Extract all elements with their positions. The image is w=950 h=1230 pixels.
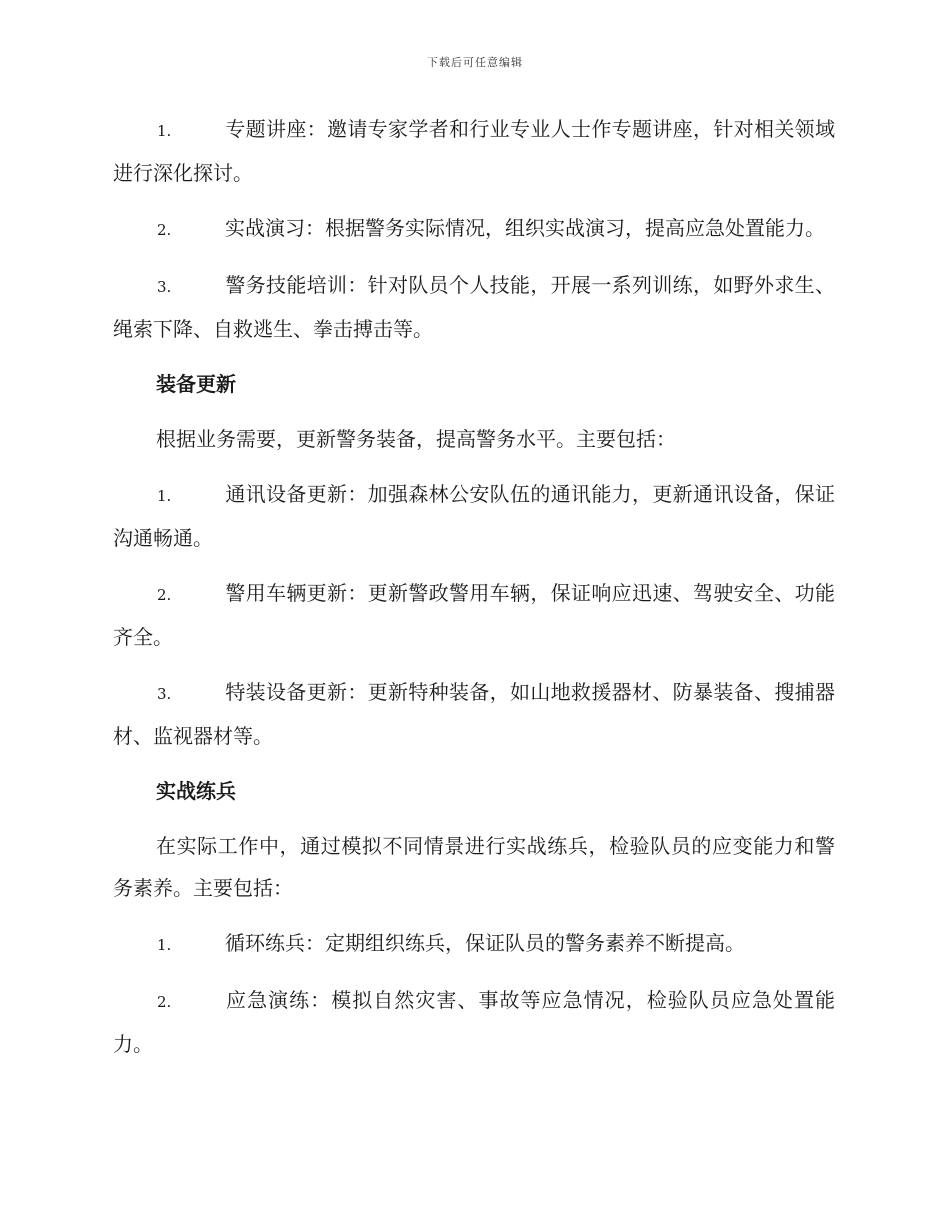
item-number: 1. [157, 487, 172, 505]
page-header: 下载后可任意编辑 [427, 56, 523, 69]
item-text: 实战演习：根据警务实际情况，组织实战演习，提高应急处置能力。 [225, 216, 825, 240]
item-text: 循环练兵：定期组织练兵，保证队员的警务素养不断提高。 [225, 931, 745, 955]
item-number: 1. [157, 936, 172, 954]
item-number: 1. [157, 122, 172, 140]
item-number: 2. [157, 586, 172, 604]
section-intro-equipment: 根据业务需要，更新警务装备，提高警务水平。主要包括： [156, 427, 676, 451]
item-number: 3. [157, 685, 172, 703]
item-text: 警务技能培训：针对队员个人技能，开展一系列训练，如野外求生、绳索下降、自救逃生、拳击搏击等。 [113, 273, 835, 341]
section-heading-drill: 实战练兵 [156, 779, 236, 803]
list-item [113, 473, 835, 559]
item-text: 通讯设备更新：加强森林公安队伍的通讯能力，更新通讯设备，保证沟通畅通。 [113, 482, 835, 550]
section-intro-drill: 在实际工作中，通过模拟不同情景进行实战练兵，检验队员的应变能力和警务素养。主要包括： [113, 834, 835, 900]
item-number: 2. [157, 993, 172, 1011]
section-heading-equipment: 装备更新 [156, 372, 236, 396]
list-item [113, 922, 835, 966]
item-text: 警用车辆更新：更新警政警用车辆，保证响应迅速、驾驶安全、功能齐全。 [113, 581, 835, 649]
item-number: 2. [157, 221, 172, 239]
item-text: 专题讲座：邀请专家学者和行业专业人士作专题讲座，针对相关领域进行深化探讨。 [113, 117, 835, 185]
list-item [113, 264, 835, 350]
list-item [113, 572, 835, 658]
list-item [113, 979, 835, 1065]
item-text: 特装设备更新：更新特种装备，如山地救援器材、防暴装备、搜捕器材、监视器材等。 [113, 680, 835, 748]
list-item [113, 207, 835, 251]
list-item [113, 671, 835, 757]
list-item [113, 108, 835, 194]
document-body [113, 108, 835, 1078]
item-text: 应急演练：模拟自然灾害、事故等应急情况，检验队员应急处置能力。 [113, 988, 835, 1056]
item-number: 3. [157, 278, 172, 296]
